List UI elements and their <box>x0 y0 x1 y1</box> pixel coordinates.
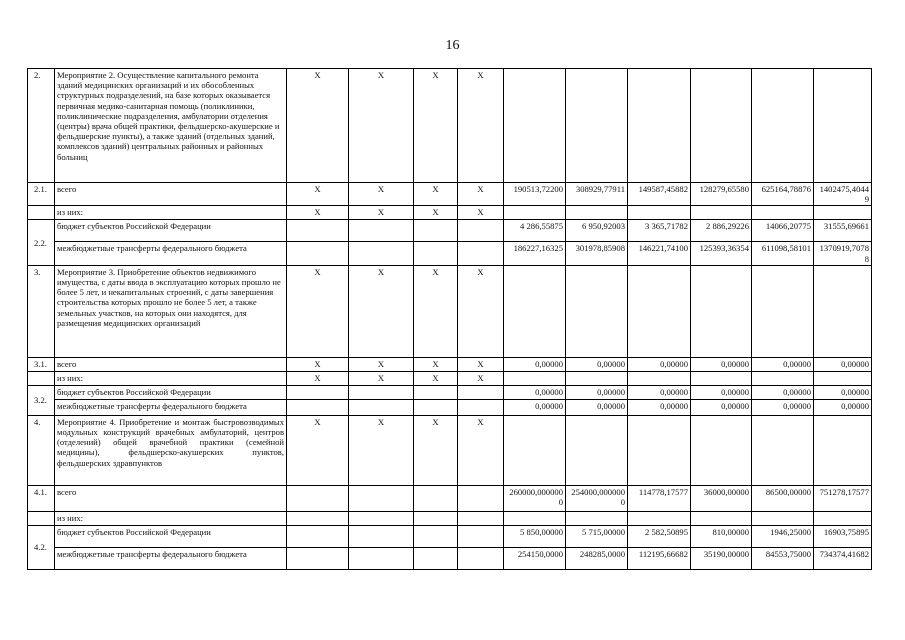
value-cell <box>752 511 814 525</box>
table-row <box>28 485 872 511</box>
table-row <box>28 220 872 242</box>
value-cell <box>566 69 628 183</box>
row-name: межбюджетные трансферты федерального бюджета <box>55 242 287 265</box>
value-cell: 0,00000 <box>628 399 691 415</box>
table-row <box>28 242 872 265</box>
x-mark-cell: X <box>414 183 458 206</box>
x-mark-cell: X <box>414 206 458 220</box>
row-name: межбюджетные трансферты федерального бюджета <box>55 399 287 415</box>
value-cell <box>504 265 566 357</box>
x-mark-cell <box>287 220 349 242</box>
value-cell: 4 286,55875 <box>504 220 566 242</box>
value-cell: 149587,45882 <box>628 183 691 206</box>
row-number: 3.1. <box>28 357 55 371</box>
x-mark-cell: X <box>414 371 458 385</box>
x-mark-cell <box>458 525 504 547</box>
value-cell: 5 850,00000 <box>504 525 566 547</box>
row-number: 3.2. <box>28 385 55 415</box>
value-cell <box>504 511 566 525</box>
value-cell: 0,00000 <box>628 357 691 371</box>
value-cell: 16903,75895 <box>814 525 872 547</box>
value-cell: 1370919,70788 <box>814 242 872 265</box>
value-cell <box>628 511 691 525</box>
value-cell: 0,00000 <box>504 357 566 371</box>
x-mark-cell: X <box>349 371 414 385</box>
value-cell <box>628 265 691 357</box>
value-cell: 0,00000 <box>504 385 566 399</box>
value-cell <box>814 69 872 183</box>
value-cell: 84553,75000 <box>752 547 814 569</box>
value-cell: 6 950,92003 <box>566 220 628 242</box>
row-number: 2.1. <box>28 183 55 206</box>
row-number: 3. <box>28 265 55 357</box>
x-mark-cell <box>458 220 504 242</box>
row-number: 2.2. <box>28 220 55 265</box>
x-mark-cell: X <box>414 265 458 357</box>
x-mark-cell: X <box>349 69 414 183</box>
table-row <box>28 265 872 357</box>
table-row <box>28 547 872 569</box>
value-cell: 36000,00000 <box>691 485 752 511</box>
x-mark-cell: X <box>414 69 458 183</box>
value-cell <box>691 265 752 357</box>
x-mark-cell <box>349 242 414 265</box>
value-cell: 625164,78876 <box>752 183 814 206</box>
value-cell: 2 886,29226 <box>691 220 752 242</box>
x-mark-cell <box>349 399 414 415</box>
value-cell: 0,00000 <box>566 357 628 371</box>
value-cell: 0,00000 <box>504 399 566 415</box>
table-row <box>28 399 872 415</box>
x-mark-cell <box>458 547 504 569</box>
x-mark-cell <box>349 385 414 399</box>
value-cell <box>691 206 752 220</box>
value-cell: 248285,0000 <box>566 547 628 569</box>
x-mark-cell <box>287 525 349 547</box>
value-cell <box>752 206 814 220</box>
value-cell <box>814 415 872 485</box>
row-name: Мероприятие 4. Приобретение и монтаж быстровозводимых модульных конструкций врачебных амбулаторий, центров (отделений) общей врачебной практики (семейной медицины), фельдшерско-акушерских пунктов, фельдшерских здравпунктов <box>55 415 287 485</box>
value-cell: 125393,36354 <box>691 242 752 265</box>
row-name: из них: <box>55 371 287 385</box>
row-name: из них: <box>55 511 287 525</box>
value-cell: 14066,20775 <box>752 220 814 242</box>
x-mark-cell: X <box>287 183 349 206</box>
row-name: всего <box>55 485 287 511</box>
row-name: бюджет субъектов Российской Федерации <box>55 525 287 547</box>
row-number: 2. <box>28 69 55 183</box>
x-mark-cell <box>458 399 504 415</box>
value-cell: 1402475,40449 <box>814 183 872 206</box>
x-mark-cell: X <box>287 357 349 371</box>
value-cell: 0,00000 <box>566 399 628 415</box>
x-mark-cell <box>349 220 414 242</box>
value-cell <box>504 206 566 220</box>
value-cell <box>752 371 814 385</box>
x-mark-cell: X <box>349 206 414 220</box>
table-row <box>28 511 872 525</box>
value-cell: 86500,00000 <box>752 485 814 511</box>
x-mark-cell: X <box>458 357 504 371</box>
row-name: бюджет субъектов Российской Федерации <box>55 220 287 242</box>
x-mark-cell: X <box>287 265 349 357</box>
x-mark-cell <box>349 511 414 525</box>
value-cell: 2 582,50895 <box>628 525 691 547</box>
table-row <box>28 206 872 220</box>
value-cell <box>814 265 872 357</box>
value-cell: 114778,17577 <box>628 485 691 511</box>
value-cell: 0,00000 <box>814 399 872 415</box>
x-mark-cell: X <box>458 69 504 183</box>
value-cell: 31555,69661 <box>814 220 872 242</box>
x-mark-cell: X <box>458 206 504 220</box>
page-number: 16 <box>445 38 460 53</box>
value-cell <box>566 511 628 525</box>
value-cell: 254000,0000000 <box>566 485 628 511</box>
table-row <box>28 69 872 183</box>
value-cell: 0,00000 <box>691 399 752 415</box>
row-number: 4.2. <box>28 525 55 569</box>
value-cell: 186227,16325 <box>504 242 566 265</box>
x-mark-cell <box>287 385 349 399</box>
value-cell: 128279,65580 <box>691 183 752 206</box>
value-cell <box>628 206 691 220</box>
row-name: всего <box>55 183 287 206</box>
value-cell: 260000,0000000 <box>504 485 566 511</box>
value-cell: 308929,77911 <box>566 183 628 206</box>
x-mark-cell <box>287 485 349 511</box>
value-cell: 301978,85908 <box>566 242 628 265</box>
x-mark-cell: X <box>458 265 504 357</box>
value-cell <box>566 415 628 485</box>
row-number <box>28 371 55 385</box>
value-cell <box>628 415 691 485</box>
x-mark-cell <box>414 485 458 511</box>
x-mark-cell <box>414 220 458 242</box>
value-cell <box>814 206 872 220</box>
budget-table <box>27 68 872 570</box>
value-cell <box>566 371 628 385</box>
x-mark-cell: X <box>414 357 458 371</box>
table-row <box>28 357 872 371</box>
x-mark-cell <box>458 385 504 399</box>
row-name: межбюджетные трансферты федерального бюджета <box>55 547 287 569</box>
value-cell <box>691 511 752 525</box>
value-cell: 0,00000 <box>752 385 814 399</box>
value-cell: 0,00000 <box>814 357 872 371</box>
value-cell: 254150,0000 <box>504 547 566 569</box>
x-mark-cell <box>287 399 349 415</box>
x-mark-cell <box>414 547 458 569</box>
table-row <box>28 525 872 547</box>
value-cell <box>628 371 691 385</box>
table-row <box>28 371 872 385</box>
row-number: 4. <box>28 415 55 485</box>
x-mark-cell: X <box>458 183 504 206</box>
value-cell <box>691 415 752 485</box>
x-mark-cell <box>287 547 349 569</box>
row-name: всего <box>55 357 287 371</box>
value-cell: 35190,00000 <box>691 547 752 569</box>
x-mark-cell: X <box>458 371 504 385</box>
value-cell: 146221,74100 <box>628 242 691 265</box>
x-mark-cell <box>349 485 414 511</box>
value-cell <box>691 371 752 385</box>
table-row <box>28 385 872 399</box>
value-cell <box>566 265 628 357</box>
x-mark-cell: X <box>287 371 349 385</box>
x-mark-cell <box>287 511 349 525</box>
value-cell: 0,00000 <box>566 385 628 399</box>
x-mark-cell <box>349 547 414 569</box>
x-mark-cell: X <box>287 415 349 485</box>
value-cell <box>566 206 628 220</box>
value-cell: 190513,72200 <box>504 183 566 206</box>
row-name: Мероприятие 3. Приобретение объектов недвижимого имущества, с даты ввода в эксплуатацию которых прошло не более 5 лет, и некапитальных строений, с даты завершения строительства которых прошло не более 5 лет, а также земельных участков, на которых они находятся, для размещения медицинских организаций <box>55 265 287 357</box>
x-mark-cell <box>414 511 458 525</box>
x-mark-cell: X <box>287 206 349 220</box>
x-mark-cell: X <box>349 265 414 357</box>
table-row <box>28 183 872 206</box>
value-cell <box>752 265 814 357</box>
table-row <box>28 415 872 485</box>
value-cell: 5 715,00000 <box>566 525 628 547</box>
x-mark-cell: X <box>349 183 414 206</box>
x-mark-cell <box>287 242 349 265</box>
row-name: бюджет субъектов Российской Федерации <box>55 385 287 399</box>
x-mark-cell: X <box>349 415 414 485</box>
x-mark-cell <box>414 385 458 399</box>
x-mark-cell: X <box>349 357 414 371</box>
value-cell <box>628 69 691 183</box>
x-mark-cell <box>458 511 504 525</box>
value-cell: 112195,66682 <box>628 547 691 569</box>
value-cell: 0,00000 <box>752 399 814 415</box>
x-mark-cell <box>349 525 414 547</box>
value-cell: 751278,17577 <box>814 485 872 511</box>
x-mark-cell <box>458 485 504 511</box>
value-cell <box>752 415 814 485</box>
value-cell: 0,00000 <box>752 357 814 371</box>
value-cell: 611098,58101 <box>752 242 814 265</box>
value-cell: 1946,25000 <box>752 525 814 547</box>
row-number <box>28 511 55 525</box>
value-cell: 734374,41682 <box>814 547 872 569</box>
x-mark-cell <box>458 242 504 265</box>
x-mark-cell: X <box>458 415 504 485</box>
row-name: из них: <box>55 206 287 220</box>
value-cell <box>504 69 566 183</box>
value-cell: 0,00000 <box>628 385 691 399</box>
x-mark-cell: X <box>414 415 458 485</box>
value-cell: 0,00000 <box>691 357 752 371</box>
value-cell <box>504 415 566 485</box>
value-cell <box>814 371 872 385</box>
x-mark-cell <box>414 525 458 547</box>
value-cell <box>814 511 872 525</box>
x-mark-cell <box>414 242 458 265</box>
value-cell: 0,00000 <box>814 385 872 399</box>
value-cell <box>691 69 752 183</box>
value-cell: 3 365,71782 <box>628 220 691 242</box>
value-cell: 0,00000 <box>691 385 752 399</box>
row-name: Мероприятие 2. Осуществление капитального ремонта зданий медицинских организаций и их обособленных структурных подразделений, на базе которых оказывается первичная медико-санитарная помощь (поликлиники, поликлинические подразделения, амбулатории отделения (центры) врача общей практики, фельдшерско-акушерские и фельдшерские пункты), а также зданий (отдельных зданий, комплексов зданий) центральных районных и районных больниц <box>55 69 287 183</box>
value-cell: 810,00000 <box>691 525 752 547</box>
row-number <box>28 206 55 220</box>
value-cell <box>504 371 566 385</box>
x-mark-cell <box>414 399 458 415</box>
row-number: 4.1. <box>28 485 55 511</box>
x-mark-cell: X <box>287 69 349 183</box>
value-cell <box>752 69 814 183</box>
